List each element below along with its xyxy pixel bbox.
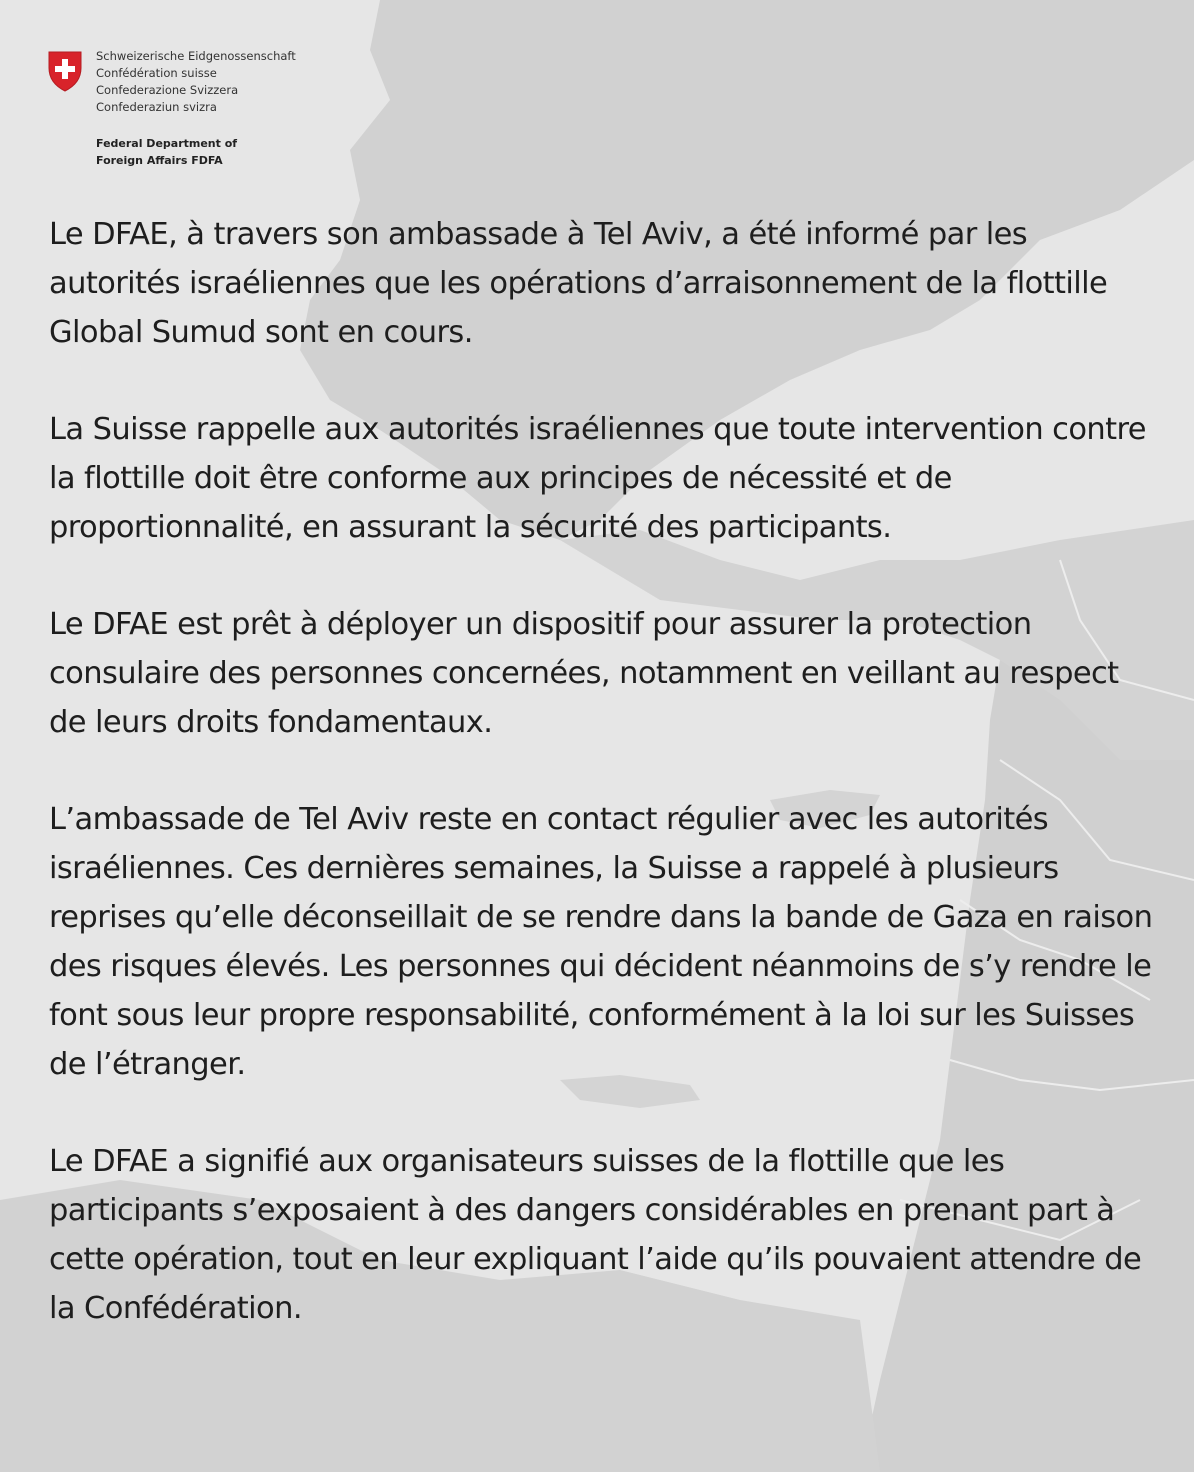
department-line-2: Foreign Affairs FDFA — [96, 154, 223, 167]
conf-name-fr: Confédération suisse — [96, 66, 217, 80]
department-name — [96, 135, 296, 169]
conf-name-it: Confederazione Svizzera — [96, 83, 239, 97]
statement-paragraph-3: Le DFAE est prêt à déployer un dispositif pour assurer la protection consulaire des personnes concernées, notamment en veillant au respect de leurs droits fondamentaux. — [49, 607, 1119, 740]
swiss-shield-icon — [47, 50, 83, 92]
statement-paragraph-1: Le DFAE, à travers son ambassade à Tel Aviv, a été informé par les autorités israéliennes que les opérations d’arraisonnement de la flottille Global Sumud sont en cours. — [49, 217, 1108, 350]
statement-paragraph-2: La Suisse rappelle aux autorités israéliennes que toute intervention contre la flottille doit être conforme aux principes de nécessité et de proportionnalité, en assurant la sécurité des participants. — [49, 412, 1146, 545]
press-statement — [49, 210, 1159, 1381]
department-line-1: Federal Department of — [96, 137, 238, 150]
conf-name-de: Schweizerische Eidgenossenschaft — [96, 49, 296, 63]
statement-paragraph-4: L’ambassade de Tel Aviv reste en contact régulier avec les autorités israéliennes. Ces dernières semaines, la Suisse a rappelé à plusieurs reprises qu’elle déconseillait de se rendre dans la bande de Gaza en raison des risques élevés. Les personnes qui décident néanmoins de s’y rendre le font sous leur propre responsabilité, conformément à la loi sur les Suisses de l’étranger. — [49, 802, 1153, 1082]
conf-name-rm: Confederaziun svizra — [96, 100, 217, 114]
confederation-names — [96, 48, 336, 116]
statement-paragraph-5: Le DFAE a signifié aux organisateurs suisses de la flottille que les participants s’exposaient à des dangers considérables en prenant part à cette opération, tout en leur expliquant l’aide qu’ils pouvaient attendre de la Confédération. — [49, 1144, 1142, 1326]
